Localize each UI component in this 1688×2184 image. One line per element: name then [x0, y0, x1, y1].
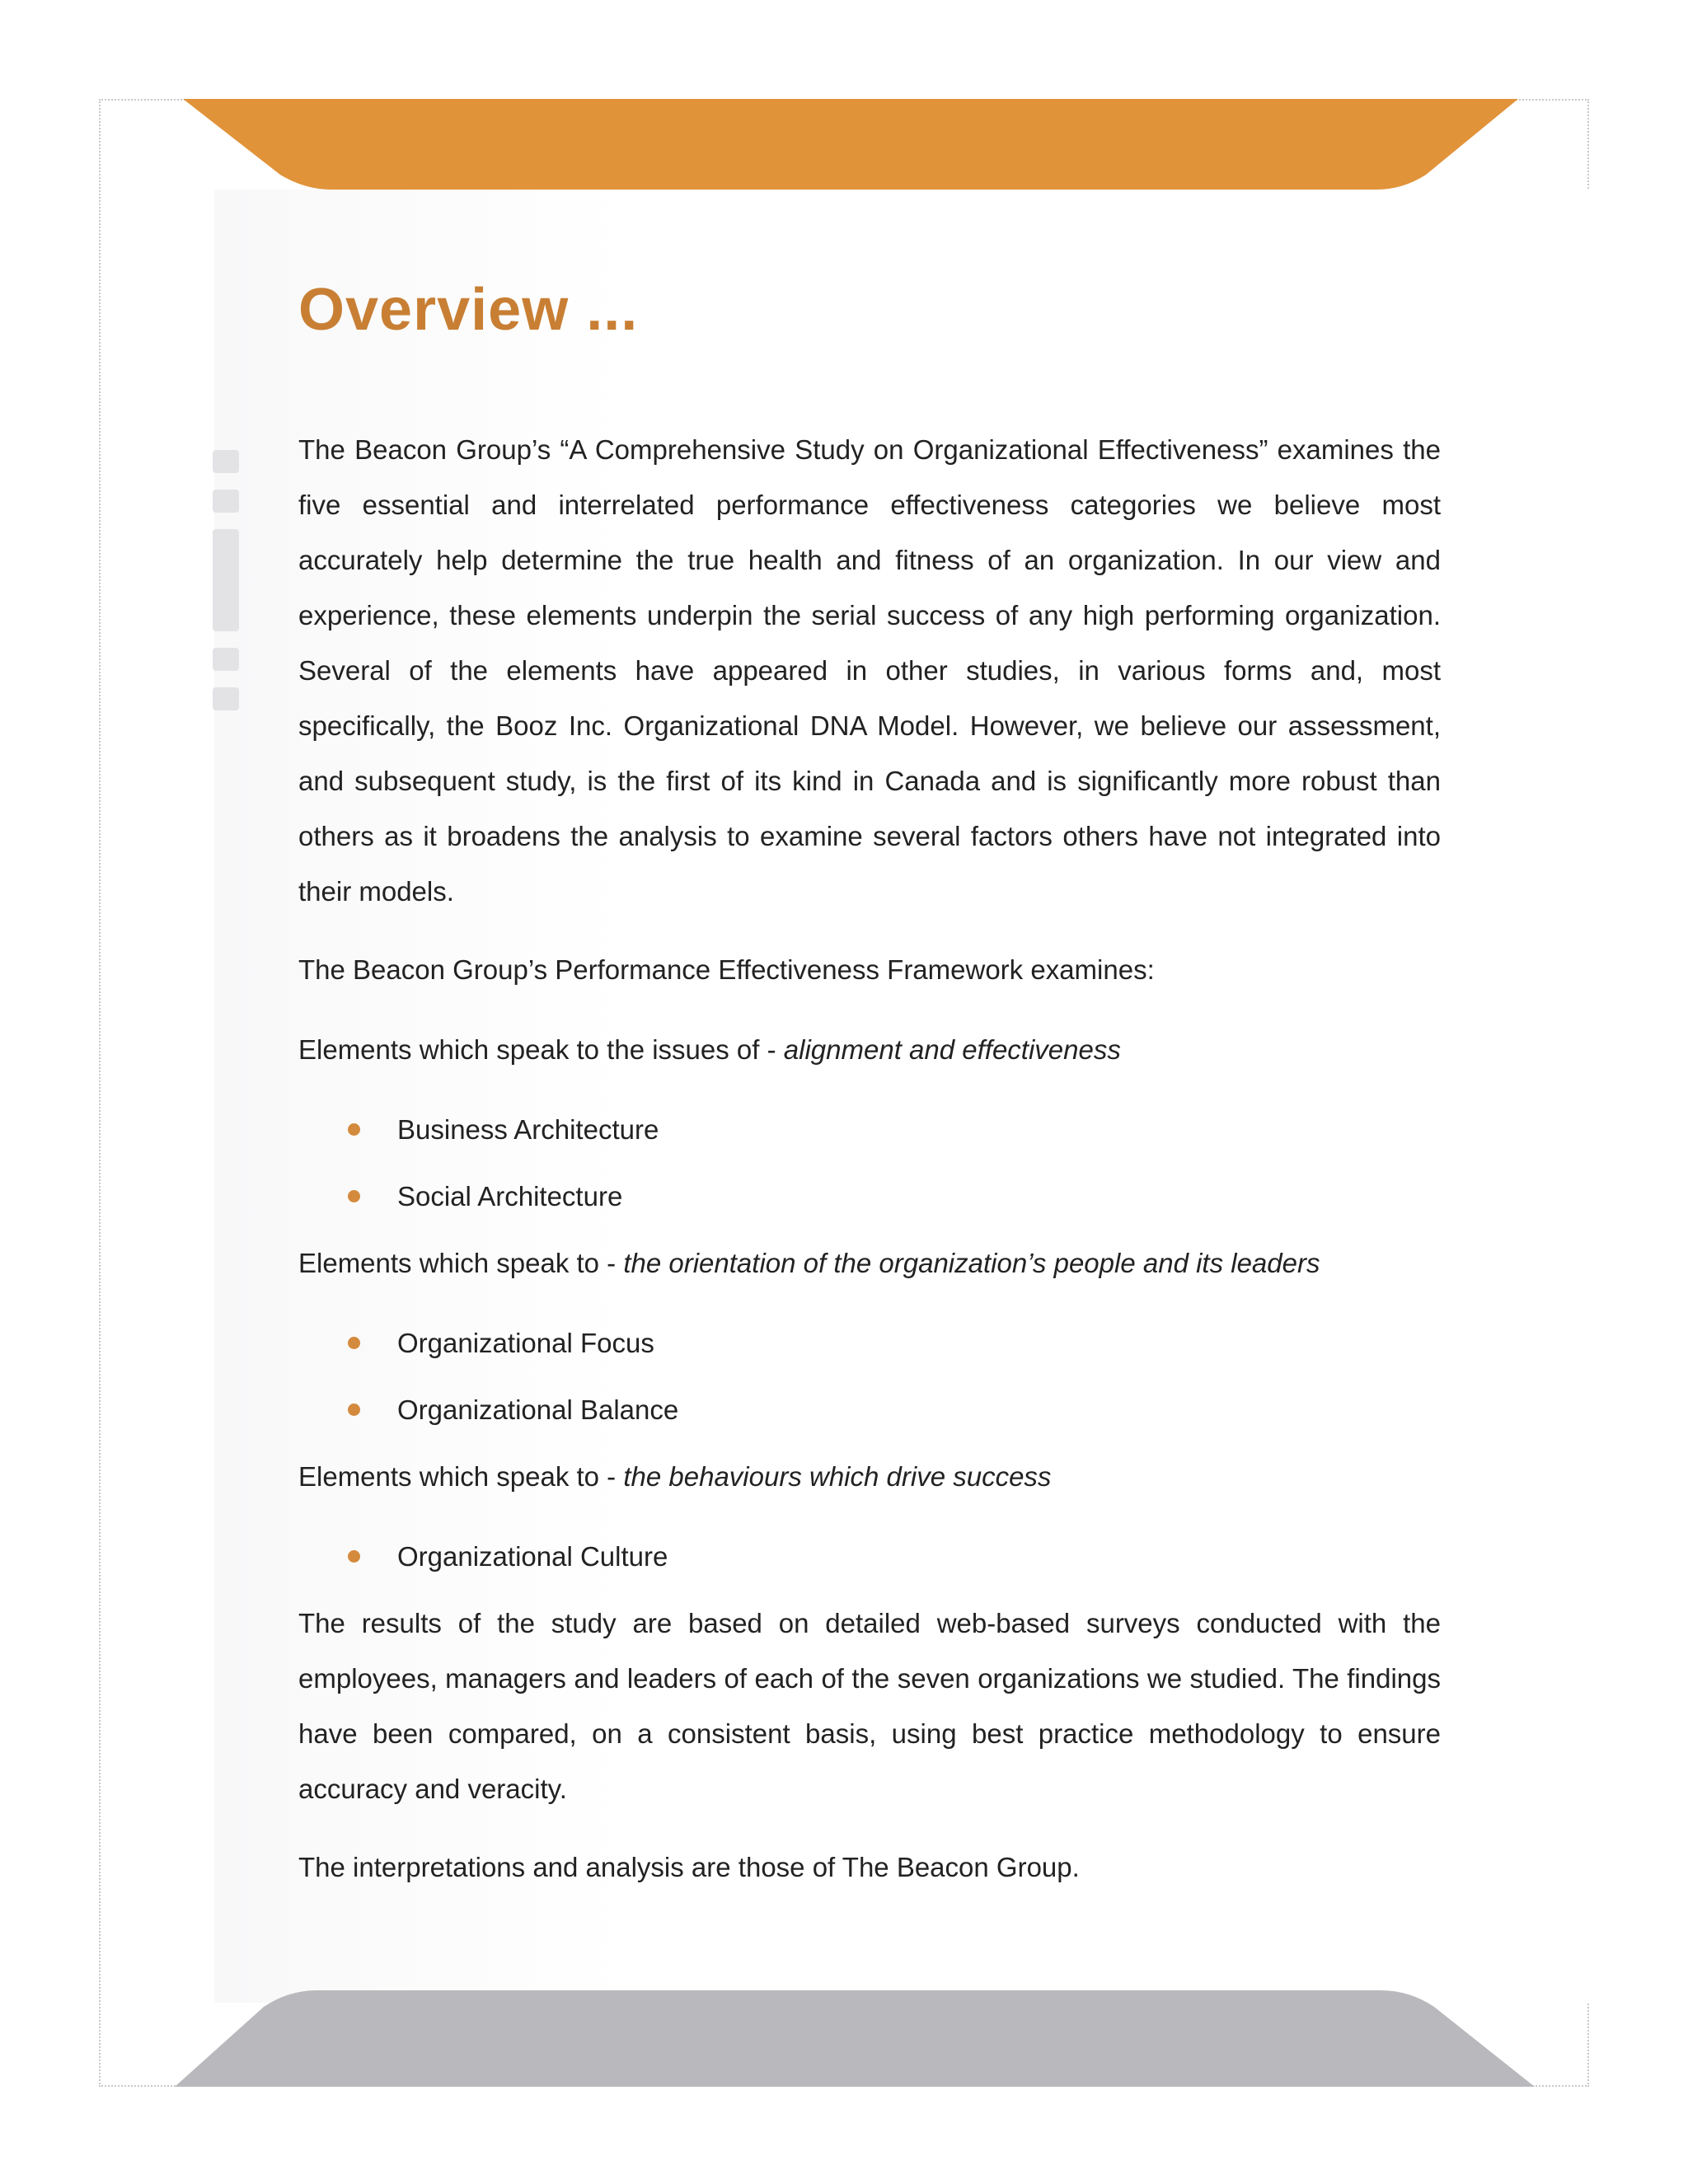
list-item: [348, 1315, 1441, 1371]
bullet-icon: [348, 1550, 360, 1563]
list-item: [348, 1529, 1441, 1584]
group-lead: [298, 1022, 1441, 1077]
list-item-text: Business Architecture: [397, 1114, 659, 1145]
side-mark: [213, 529, 239, 631]
side-mark: [213, 450, 239, 473]
intro-paragraph: The Beacon Group’s “A Comprehensive Study on Organizational Effectiveness” examines the five essential and interrelated performance effectiveness categories we believe most accurately help determine the true health and fitness of an organization. In our view and experience, these elements underpin the serial success of any high performing organization. Several of the elements have appeared in other studies, in various forms and, most specifically, the Booz Inc. Organizational DNA Model. However, we believe our assessment, and subsequent study, is the first of its kind in Canada and is significantly more robust than others as it broadens the analysis to examine several factors others have not integrated into their models.: [298, 434, 1441, 907]
bullet-icon: [348, 1123, 360, 1136]
list-item-text: Organizational Culture: [397, 1541, 668, 1572]
bottom-gray-band: [0, 1982, 1688, 2087]
list-item-text: Organizational Focus: [397, 1328, 654, 1358]
list-item: [348, 1102, 1441, 1157]
framework-intro: The Beacon Group’s Performance Effectiveness Framework examines:: [298, 954, 1155, 985]
list-item: [348, 1169, 1441, 1224]
side-mark: [213, 648, 239, 671]
top-orange-band: [0, 0, 1688, 198]
bullet-list: [298, 1315, 1441, 1437]
group-lead-emphasis: the behaviours which drive success: [623, 1461, 1052, 1492]
side-mark: [213, 687, 239, 710]
side-mark: [213, 490, 239, 513]
list-item-text: Social Architecture: [397, 1181, 623, 1212]
bullet-list: [298, 1102, 1441, 1224]
results-paragraph: The results of the study are based on detailed web-based surveys conducted with the employees, managers and leaders of each of the seven organizations we studied. The findings have been compared, on a consistent basis, using best practice methodology to ensure accuracy and veracity.: [298, 1608, 1441, 1804]
bullet-icon: [348, 1190, 360, 1202]
bullet-list: [298, 1529, 1441, 1584]
group-lead: [298, 1449, 1441, 1504]
group-lead-text: Elements which speak to -: [298, 1461, 624, 1492]
closing-paragraph: The interpretations and analysis are those of The Beacon Group.: [298, 1852, 1080, 1882]
group-lead-text: Elements which speak to -: [298, 1248, 624, 1278]
document-body: [298, 277, 1441, 1919]
group-lead: [298, 1235, 1441, 1291]
group-lead-text: Elements which speak to the issues of -: [298, 1034, 784, 1065]
page-title: Overview ...: [298, 277, 639, 343]
group-lead-emphasis: alignment and effectiveness: [783, 1034, 1121, 1065]
group-lead-emphasis: the orientation of the organization’s people and its leaders: [623, 1248, 1320, 1278]
list-item: [348, 1382, 1441, 1437]
list-item-text: Organizational Balance: [397, 1394, 679, 1425]
bullet-icon: [348, 1404, 360, 1416]
bullet-icon: [348, 1337, 360, 1349]
